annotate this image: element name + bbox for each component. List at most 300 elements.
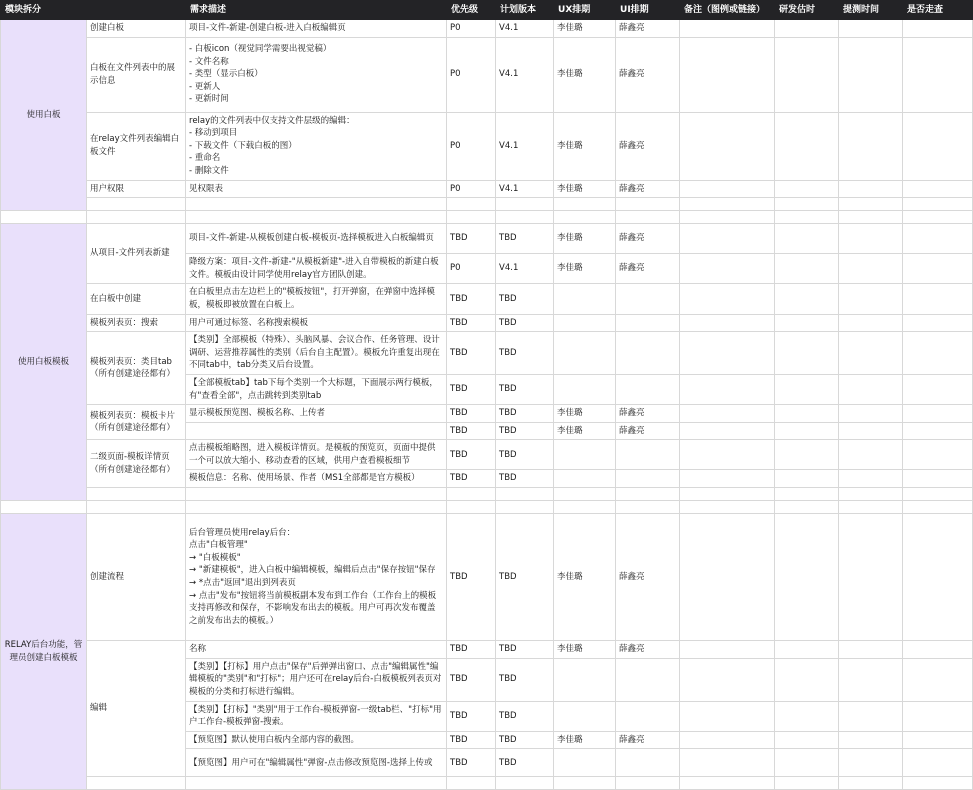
remark-cell[interactable]	[680, 470, 775, 488]
description-cell[interactable]	[186, 254, 447, 284]
remark-cell[interactable]	[680, 332, 775, 375]
review-cell[interactable]	[903, 658, 973, 701]
ui-schedule-cell[interactable]	[616, 284, 680, 314]
description-line: - 文件名称	[189, 56, 229, 67]
test-time-cell[interactable]	[839, 701, 903, 731]
feature-cell[interactable]: 编辑	[87, 641, 186, 777]
ui-schedule-cell[interactable]: 薛鑫亮	[616, 514, 680, 641]
remark-cell[interactable]	[680, 641, 775, 659]
description-line: 显示模板预览图、模板名称、上传者	[189, 408, 326, 419]
dev-estimate-cell[interactable]	[775, 20, 839, 38]
description-line: 模板信息：名称、使用场景、作者（MS1全部都是官方模板）	[189, 473, 420, 484]
review-cell[interactable]	[903, 701, 973, 731]
review-cell[interactable]	[903, 314, 973, 332]
version-cell[interactable]: TBD	[496, 224, 554, 254]
empty-cell[interactable]	[616, 777, 680, 790]
description-cell[interactable]	[186, 641, 447, 659]
feature-cell[interactable]: 白板在文件列表中的展示信息	[87, 37, 186, 112]
remark-cell[interactable]	[680, 405, 775, 423]
empty-cell[interactable]	[87, 211, 186, 224]
dev-estimate-cell[interactable]	[775, 658, 839, 701]
version-cell[interactable]: TBD	[496, 332, 554, 375]
description-cell[interactable]	[186, 112, 447, 180]
ux-schedule-cell[interactable]: 李佳璐	[554, 422, 616, 440]
version-cell[interactable]: TBD	[496, 314, 554, 332]
ui-schedule-cell[interactable]: 薛鑫亮	[616, 224, 680, 254]
remark-cell[interactable]	[680, 254, 775, 284]
empty-cell[interactable]	[554, 198, 616, 211]
empty-cell[interactable]	[447, 501, 496, 514]
empty-cell[interactable]	[186, 501, 447, 514]
empty-cell[interactable]	[839, 198, 903, 211]
empty-cell[interactable]	[839, 488, 903, 501]
ui-schedule-cell[interactable]: 薛鑫亮	[616, 112, 680, 180]
empty-cell[interactable]	[903, 488, 973, 501]
description-cell[interactable]	[186, 440, 447, 470]
table-row	[1, 180, 973, 198]
empty-cell[interactable]	[680, 777, 775, 790]
description-cell[interactable]	[186, 514, 447, 641]
ux-schedule-cell[interactable]	[554, 658, 616, 701]
dev-estimate-cell[interactable]	[775, 112, 839, 180]
priority-cell[interactable]: TBD	[447, 701, 496, 731]
ui-schedule-cell[interactable]	[616, 314, 680, 332]
description-line: → *点击"返回"退出到列表页	[189, 578, 296, 589]
remark-cell[interactable]	[680, 731, 775, 749]
description-cell[interactable]	[186, 405, 447, 423]
version-cell[interactable]: V4.1	[496, 180, 554, 198]
spacer-row	[1, 777, 973, 790]
dev-estimate-cell[interactable]	[775, 641, 839, 659]
feature-cell[interactable]: 从项目-文件列表新建	[87, 224, 186, 284]
header-module[interactable]: 模块拆分	[1, 1, 186, 20]
version-cell[interactable]: V4.1	[496, 254, 554, 284]
empty-cell[interactable]	[87, 501, 186, 514]
test-time-cell[interactable]	[839, 224, 903, 254]
description-cell[interactable]	[186, 284, 447, 314]
empty-cell[interactable]	[554, 488, 616, 501]
header-test-time[interactable]: 提测时间	[839, 1, 903, 20]
remark-cell[interactable]	[680, 224, 775, 254]
separator-row	[1, 211, 973, 224]
ux-schedule-cell[interactable]: 李佳璐	[554, 20, 616, 38]
review-cell[interactable]	[903, 180, 973, 198]
dev-estimate-cell[interactable]	[775, 470, 839, 488]
version-cell[interactable]: V4.1	[496, 20, 554, 38]
dev-estimate-cell[interactable]	[775, 37, 839, 112]
dev-estimate-cell[interactable]	[775, 440, 839, 470]
empty-cell[interactable]	[616, 198, 680, 211]
priority-cell[interactable]: TBD	[447, 422, 496, 440]
description-line: 【预览图】默认使用白板内全部内容的截图。	[189, 734, 360, 745]
table-row	[1, 314, 973, 332]
description-cell[interactable]	[186, 314, 447, 332]
description-line: 用户可通过标签、名称搜索模板	[189, 317, 309, 328]
empty-cell[interactable]	[903, 501, 973, 514]
dev-estimate-cell[interactable]	[775, 180, 839, 198]
remark-cell[interactable]	[680, 658, 775, 701]
description-cell[interactable]	[186, 37, 447, 112]
review-cell[interactable]	[903, 422, 973, 440]
feature-cell[interactable]: 用户权限	[87, 180, 186, 198]
review-cell[interactable]	[903, 20, 973, 38]
review-cell[interactable]	[903, 641, 973, 659]
review-cell[interactable]	[903, 440, 973, 470]
empty-cell[interactable]	[447, 211, 496, 224]
empty-cell[interactable]	[87, 198, 186, 211]
ui-schedule-cell[interactable]	[616, 440, 680, 470]
review-cell[interactable]	[903, 332, 973, 375]
empty-cell[interactable]	[554, 211, 616, 224]
description-line: - 移动到项目	[189, 128, 238, 139]
review-cell[interactable]	[903, 284, 973, 314]
test-time-cell[interactable]	[839, 254, 903, 284]
empty-cell[interactable]	[775, 198, 839, 211]
test-time-cell[interactable]	[839, 332, 903, 375]
priority-cell[interactable]: TBD	[447, 749, 496, 777]
test-time-cell[interactable]	[839, 112, 903, 180]
remark-cell[interactable]	[680, 749, 775, 777]
test-time-cell[interactable]	[839, 20, 903, 38]
ui-schedule-cell[interactable]	[616, 658, 680, 701]
test-time-cell[interactable]	[839, 374, 903, 404]
priority-cell[interactable]: TBD	[447, 658, 496, 701]
spacer-row	[1, 198, 973, 211]
feature-cell[interactable]: 模板列表页：类目tab （所有创建途径都有）	[87, 332, 186, 405]
empty-cell[interactable]	[496, 488, 554, 501]
description-line: 在白板里点击左边栏上的"模板按钮"，打开弹窗，在弹窗中选择模板，模板即被放置在白板上。	[189, 287, 435, 310]
remark-cell[interactable]	[680, 37, 775, 112]
header-remark[interactable]: 备注（图例或链接）	[680, 1, 775, 20]
dev-estimate-cell[interactable]	[775, 701, 839, 731]
ui-schedule-cell[interactable]	[616, 374, 680, 404]
description-cell[interactable]	[186, 224, 447, 254]
ui-schedule-cell[interactable]: 薛鑫亮	[616, 641, 680, 659]
priority-cell[interactable]: P0	[447, 20, 496, 38]
empty-cell[interactable]	[186, 211, 447, 224]
table-row	[1, 20, 973, 38]
header-description[interactable]: 需求描述	[186, 1, 447, 20]
feature-cell[interactable]: 创建流程	[87, 514, 186, 641]
ux-schedule-cell[interactable]: 李佳璐	[554, 224, 616, 254]
priority-cell[interactable]: TBD	[447, 731, 496, 749]
test-time-cell[interactable]	[839, 731, 903, 749]
ui-schedule-cell[interactable]: 薛鑫亮	[616, 37, 680, 112]
test-time-cell[interactable]	[839, 405, 903, 423]
review-cell[interactable]	[903, 749, 973, 777]
empty-cell[interactable]	[775, 501, 839, 514]
remark-cell[interactable]	[680, 440, 775, 470]
ui-schedule-cell[interactable]: 薛鑫亮	[616, 731, 680, 749]
empty-cell[interactable]	[616, 488, 680, 501]
version-cell[interactable]: TBD	[496, 641, 554, 659]
priority-cell[interactable]: TBD	[447, 284, 496, 314]
description-line: → 点击"发布"按钮将当前模板副本发布到工作台（工作台上的模板支持再修改和保存，不影响发布出去的模板。用户可再次发布覆盖之前发布出去的模板。）	[189, 590, 437, 626]
remark-cell[interactable]	[680, 374, 775, 404]
empty-cell[interactable]	[554, 777, 616, 790]
table-row	[1, 332, 973, 375]
ui-schedule-cell[interactable]: 薛鑫亮	[616, 254, 680, 284]
test-time-cell[interactable]	[839, 284, 903, 314]
table-row	[1, 440, 973, 470]
version-cell[interactable]: TBD	[496, 422, 554, 440]
priority-cell[interactable]: P0	[447, 254, 496, 284]
priority-cell[interactable]: P0	[447, 37, 496, 112]
dev-estimate-cell[interactable]	[775, 374, 839, 404]
dev-estimate-cell[interactable]	[775, 731, 839, 749]
version-cell[interactable]: TBD	[496, 731, 554, 749]
empty-cell[interactable]	[616, 211, 680, 224]
empty-cell[interactable]	[775, 777, 839, 790]
description-line: - 删除文件	[189, 165, 229, 176]
ui-schedule-cell[interactable]	[616, 470, 680, 488]
version-cell[interactable]: TBD	[496, 440, 554, 470]
feature-cell[interactable]: 创建白板	[87, 20, 186, 38]
review-cell[interactable]	[903, 374, 973, 404]
empty-cell[interactable]	[447, 488, 496, 501]
test-time-cell[interactable]	[839, 314, 903, 332]
empty-cell[interactable]	[1, 501, 87, 514]
header-review[interactable]: 是否走查	[903, 1, 973, 20]
description-line: → "白板模板"	[189, 552, 241, 563]
description-cell[interactable]	[186, 180, 447, 198]
version-cell[interactable]: V4.1	[496, 112, 554, 180]
test-time-cell[interactable]	[839, 440, 903, 470]
description-cell[interactable]	[186, 20, 447, 38]
dev-estimate-cell[interactable]	[775, 254, 839, 284]
table-row	[1, 641, 973, 659]
empty-cell[interactable]	[680, 211, 775, 224]
ux-schedule-cell[interactable]: 李佳璐	[554, 731, 616, 749]
version-cell[interactable]: TBD	[496, 470, 554, 488]
dev-estimate-cell[interactable]	[775, 314, 839, 332]
test-time-cell[interactable]	[839, 37, 903, 112]
separator-row	[1, 501, 973, 514]
remark-cell[interactable]	[680, 701, 775, 731]
description-line: 【类别】【打标】"类别"用于工作台-模板弹窗-一级tab栏、"打标"用户工作台-模板弹窗-搜索。	[189, 704, 442, 728]
version-cell[interactable]: TBD	[496, 749, 554, 777]
description-line: 项目-文件-新建-从模板创建白板-模板页-选择模板进入白板编辑页	[189, 233, 434, 244]
description-line: - 更新时间	[189, 94, 229, 105]
empty-cell[interactable]	[903, 211, 973, 224]
priority-cell[interactable]: TBD	[447, 405, 496, 423]
version-cell[interactable]: TBD	[496, 374, 554, 404]
remark-cell[interactable]	[680, 514, 775, 641]
dev-estimate-cell[interactable]	[775, 224, 839, 254]
ui-schedule-cell[interactable]: 薛鑫亮	[616, 180, 680, 198]
empty-cell[interactable]	[839, 501, 903, 514]
table-row	[1, 112, 973, 180]
feature-cell[interactable]: 二级页面-模板详情页 （所有创建途径都有）	[87, 440, 186, 488]
version-cell[interactable]: TBD	[496, 514, 554, 641]
empty-cell[interactable]	[186, 198, 447, 211]
empty-cell[interactable]	[496, 211, 554, 224]
ux-schedule-cell[interactable]	[554, 749, 616, 777]
description-cell[interactable]	[186, 374, 447, 404]
description-cell[interactable]	[186, 332, 447, 375]
ui-schedule-cell[interactable]	[616, 701, 680, 731]
module-cell[interactable]: RELAY后台功能，管理员创建白板模板	[1, 514, 87, 790]
ux-schedule-cell[interactable]: 李佳璐	[554, 514, 616, 641]
version-cell[interactable]: TBD	[496, 701, 554, 731]
description-line: - 下载文件（下载白板的图）	[189, 140, 297, 151]
empty-cell[interactable]	[1, 211, 87, 224]
description-cell[interactable]	[186, 701, 447, 731]
description-line: 降级方案：项目-文件-新建-"从模板新建"-进入自带模板的新建白板文件。模板由设计同学使用relay官方团队创建。	[189, 257, 439, 280]
review-cell[interactable]	[903, 514, 973, 641]
table-body	[1, 20, 973, 790]
ux-schedule-cell[interactable]	[554, 314, 616, 332]
ux-schedule-cell[interactable]: 李佳璐	[554, 405, 616, 423]
description-line: 名称	[189, 644, 207, 655]
empty-cell[interactable]	[680, 488, 775, 501]
test-time-cell[interactable]	[839, 641, 903, 659]
priority-cell[interactable]: TBD	[447, 224, 496, 254]
dev-estimate-cell[interactable]	[775, 422, 839, 440]
header-ui-schedule[interactable]: UI排期	[616, 1, 680, 20]
test-time-cell[interactable]	[839, 514, 903, 641]
empty-cell[interactable]	[87, 777, 186, 790]
empty-cell[interactable]	[496, 501, 554, 514]
empty-cell[interactable]	[496, 198, 554, 211]
description-line: 点击"白板管理"	[189, 540, 248, 551]
spacer-row	[1, 488, 973, 501]
dev-estimate-cell[interactable]	[775, 405, 839, 423]
priority-cell[interactable]: TBD	[447, 332, 496, 375]
header-version[interactable]: 计划版本	[496, 1, 554, 20]
ux-schedule-cell[interactable]: 李佳璐	[554, 37, 616, 112]
version-cell[interactable]: TBD	[496, 284, 554, 314]
description-line: 【预览图】用户可在"编辑属性"弹窗-点击修改预览图-选择上传或	[189, 757, 433, 768]
description-line: - 类型（显示白板）	[189, 69, 263, 80]
version-cell[interactable]: V4.1	[496, 37, 554, 112]
empty-cell[interactable]	[447, 198, 496, 211]
empty-cell[interactable]	[903, 777, 973, 790]
ui-schedule-cell[interactable]	[616, 332, 680, 375]
description-cell[interactable]	[186, 422, 447, 440]
table-row	[1, 405, 973, 423]
empty-cell[interactable]	[903, 198, 973, 211]
priority-cell[interactable]: P0	[447, 180, 496, 198]
review-cell[interactable]	[903, 254, 973, 284]
table-row	[1, 284, 973, 314]
priority-cell[interactable]: TBD	[447, 440, 496, 470]
description-cell[interactable]	[186, 749, 447, 777]
empty-cell[interactable]	[616, 501, 680, 514]
ux-schedule-cell[interactable]: 李佳璐	[554, 112, 616, 180]
header-dev-estimate[interactable]: 研发估时	[775, 1, 839, 20]
header-ux-schedule[interactable]: UX排期	[554, 1, 616, 20]
description-line: 【全部模板tab】tab下每个类别一个大标题，下面展示两行模板，有"查看全部"，点击跳转到类别tab	[189, 377, 438, 401]
description-cell[interactable]	[186, 658, 447, 701]
module-cell[interactable]: 使用白板模板	[1, 224, 87, 501]
version-cell[interactable]: TBD	[496, 658, 554, 701]
ux-schedule-cell[interactable]: 李佳璐	[554, 254, 616, 284]
review-cell[interactable]	[903, 470, 973, 488]
empty-cell[interactable]	[775, 211, 839, 224]
feature-cell[interactable]: 在relay文件列表编辑白板文件	[87, 112, 186, 180]
review-cell[interactable]	[903, 224, 973, 254]
description-cell[interactable]	[186, 470, 447, 488]
dev-estimate-cell[interactable]	[775, 749, 839, 777]
remark-cell[interactable]	[680, 20, 775, 38]
ui-schedule-cell[interactable]: 薛鑫亮	[616, 20, 680, 38]
remark-cell[interactable]	[680, 112, 775, 180]
description-line: 【类别】全部模板（特殊）、头脑风暴、会议合作、任务管理、设计调研、运营推荐属性的类别（后台自主配置）。模板允许重复出现在不同tab中，tab分类又后台设置。	[189, 335, 440, 371]
remark-cell[interactable]	[680, 284, 775, 314]
test-time-cell[interactable]	[839, 470, 903, 488]
ui-schedule-cell[interactable]: 薛鑫亮	[616, 405, 680, 423]
module-cell[interactable]: 使用白板	[1, 20, 87, 211]
empty-cell[interactable]	[186, 488, 447, 501]
feature-cell[interactable]: 在白板中创建	[87, 284, 186, 314]
review-cell[interactable]	[903, 731, 973, 749]
ux-schedule-cell[interactable]	[554, 470, 616, 488]
dev-estimate-cell[interactable]	[775, 284, 839, 314]
description-line: 后台管理员使用relay后台：	[189, 527, 296, 538]
remark-cell[interactable]	[680, 314, 775, 332]
priority-cell[interactable]: TBD	[447, 470, 496, 488]
review-cell[interactable]	[903, 405, 973, 423]
empty-cell[interactable]	[554, 501, 616, 514]
review-cell[interactable]	[903, 37, 973, 112]
ux-schedule-cell[interactable]	[554, 284, 616, 314]
dev-estimate-cell[interactable]	[775, 514, 839, 641]
description-line: - 白板icon（视觉同学需要出视觉稿）	[189, 44, 332, 55]
description-cell[interactable]	[186, 731, 447, 749]
test-time-cell[interactable]	[839, 749, 903, 777]
priority-cell[interactable]: P0	[447, 112, 496, 180]
ux-schedule-cell[interactable]	[554, 374, 616, 404]
test-time-cell[interactable]	[839, 422, 903, 440]
remark-cell[interactable]	[680, 422, 775, 440]
test-time-cell[interactable]	[839, 658, 903, 701]
empty-cell[interactable]	[496, 777, 554, 790]
feature-cell[interactable]: 模板列表页：模板卡片 （所有创建途径都有）	[87, 405, 186, 440]
description-line: 点击模板缩略图，进入模板详情页。是模板的预览页，页面中提供一个可以放大缩小、移动查看的区域，供用户查看模板细节	[189, 443, 436, 466]
empty-cell[interactable]	[447, 777, 496, 790]
version-cell[interactable]: TBD	[496, 405, 554, 423]
review-cell[interactable]	[903, 112, 973, 180]
priority-cell[interactable]: TBD	[447, 641, 496, 659]
ux-schedule-cell[interactable]	[554, 701, 616, 731]
ux-schedule-cell[interactable]: 李佳璐	[554, 180, 616, 198]
dev-estimate-cell[interactable]	[775, 332, 839, 375]
empty-cell[interactable]	[680, 198, 775, 211]
ui-schedule-cell[interactable]: 薛鑫亮	[616, 422, 680, 440]
header-priority[interactable]: 优先级	[447, 1, 496, 20]
empty-cell[interactable]	[186, 777, 447, 790]
empty-cell[interactable]	[839, 777, 903, 790]
priority-cell[interactable]: TBD	[447, 514, 496, 641]
ui-schedule-cell[interactable]	[616, 749, 680, 777]
empty-cell[interactable]	[680, 501, 775, 514]
ux-schedule-cell[interactable]	[554, 440, 616, 470]
empty-cell[interactable]	[87, 488, 186, 501]
ux-schedule-cell[interactable]	[554, 332, 616, 375]
test-time-cell[interactable]	[839, 180, 903, 198]
empty-cell[interactable]	[775, 488, 839, 501]
ux-schedule-cell[interactable]: 李佳璐	[554, 641, 616, 659]
priority-cell[interactable]: TBD	[447, 374, 496, 404]
description-line: - 重命名	[189, 153, 221, 164]
priority-cell[interactable]: TBD	[447, 314, 496, 332]
empty-cell[interactable]	[839, 211, 903, 224]
table-row	[1, 224, 973, 254]
feature-cell[interactable]: 模板列表页：搜索	[87, 314, 186, 332]
remark-cell[interactable]	[680, 180, 775, 198]
description-line: 【类别】【打标】用户点击"保存"后弹弹出窗口、点击"编辑属性"编辑模板的"类别"和"打标"；用户还可在relay后台-白板模板列表页对模板的分类和打标进行编辑。	[189, 661, 442, 697]
